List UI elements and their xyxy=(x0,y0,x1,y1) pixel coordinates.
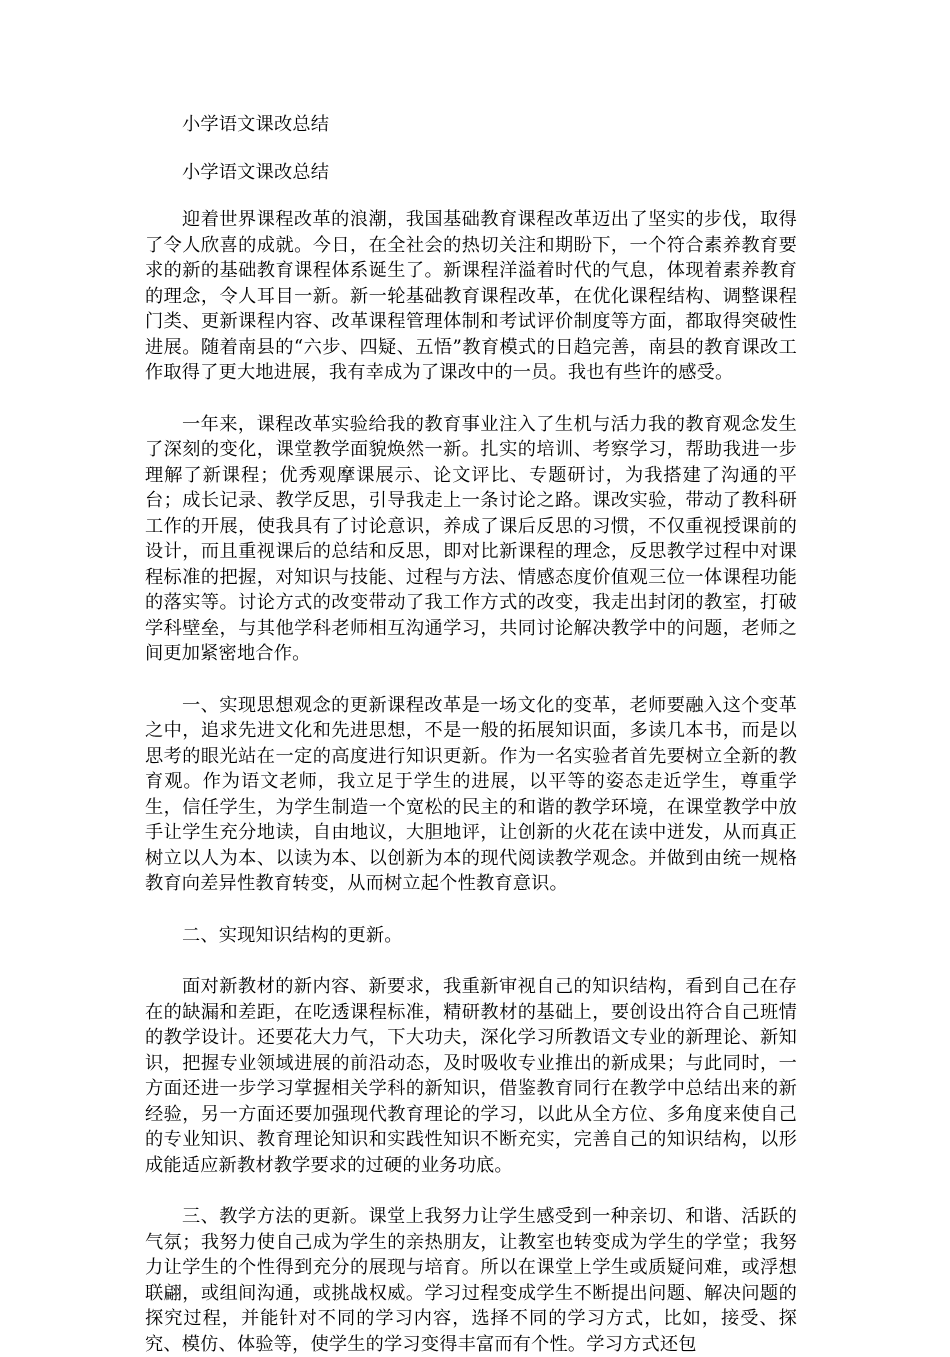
document-page xyxy=(145,112,797,1357)
paragraph-section-3: 三、教学方法的更新。课堂上我努力让学生感受到一种亲切、和谐、活跃的气氛；我努力使自己成为学生的亲热朋友，让教室也转变成为学生的学堂；我努力让学生的个性得到充分的展现与培育。所以在课堂上学生或质疑问难，或浮想联翩，或组间沟通，或挑战权威。学习过程变成学生不断提出问题、解决问题的探究过程，并能针对不同的学习内容，选择不同的学习方式，比如，接受、探究、模仿、体验等，使学生的学习变得丰富而有个性。学习方式还包 xyxy=(145,1206,797,1355)
document-subtitle: 小学语文课改总结 xyxy=(182,161,330,183)
document-title: 小学语文课改总结 xyxy=(182,114,330,135)
paragraph-intro: 迎着世界课程改革的浪潮，我国基础教育课程改革迈出了坚实的步伐，取得了令人欣喜的成就。今日，在全社会的热切关注和期盼下，一个符合素养教育要求的新的基础教育课程体系诞生了。新课程洋溢着时代的气息，体现着素养教育的理念，令人耳目一新。新一轮基础教育课程改革，在优化课程结构、调整课程门类、更新课程内容、改革课程管理体制和考试评价制度等方面，都取得突破性进展。随着南县的“六步、四疑、五悟”教育模式的日趋完善，南县的教育课改工作取得了更大地进展，我有幸成为了课改中的一员。我也有些许的感受。 xyxy=(145,209,798,383)
paragraph-section-2: 面对新教材的新内容、新要求，我重新审视自己的知识结构，看到自己在存在的缺漏和差距，在吃透课程标准，精研教材的基础上，要创设出符合自己班情的教学设计。还要花大力气，下大功夫，深化学习所教语文专业的新理论、新知识，把握专业领域进展的前沿动态，及时吸收专业推出的新成果；与此同时，一方面还进一步学习掌握相关学科的新知识，借鉴教育同行在教学中总结出来的新经验，另一方面还要加强现代教育理论的学习，以此从全方位、多角度来使自己的专业知识、教育理论知识和实践性知识不断充实，完善自己的知识结构，以形成能适应新教材教学要求的过硬的业务功底。 xyxy=(145,976,797,1176)
paragraph-reflection: 一年来，课程改革实验给我的教育事业注入了生机与活力我的教育观念发生了深刻的变化，课堂教学面貌焕然一新。扎实的培训、考察学习，帮助我进一步理解了新课程；优秀观摩课展示、论文评比、专题研讨，为我搭建了沟通的平台；成长记录、教学反思，引导我走上一条讨论之路。课改实验，带动了教科研工作的开展，使我具有了讨论意识，养成了课后反思的习惯，不仅重视授课前的设计，而且重视课后的总结和反思，即对比新课程的理念，反思教学过程中对课程标准的把握，对知识与技能、过程与方法、情感态度价值观三位一体课程功能的落实等。讨论方式的改变带动了我工作方式的改变，我走出封闭的教室，打破学科壁垒，与其他学科老师相互沟通学习，共同讨论解决教学中的问题，老师之间更加紧密地合作。 xyxy=(145,413,797,664)
paragraph-section-1: 一、实现思想观念的更新课程改革是一场文化的变革，老师要融入这个变革之中，追求先进文化和先进思想，不是一般的拓展知识面，多读几本书，而是以思考的眼光站在一定的高度进行知识更新。作为一名实验者首先要树立全新的教育观。作为语文老师，我立足于学生的进展，以平等的姿态走近学生，尊重学生，信任学生，为学生制造一个宽松的民主的和谐的教学环境，在课堂教学中放手让学生充分地读，自由地议，大胆地评，让创新的火花在读中迸发，从而真正树立以人为本、以读为本、以创新为本的现代阅读教学观念。并做到由统一规格教育向差异性教育转变，从而树立起个性教育意识。 xyxy=(145,694,797,894)
section-heading-2: 二、实现知识结构的更新。 xyxy=(182,924,403,946)
